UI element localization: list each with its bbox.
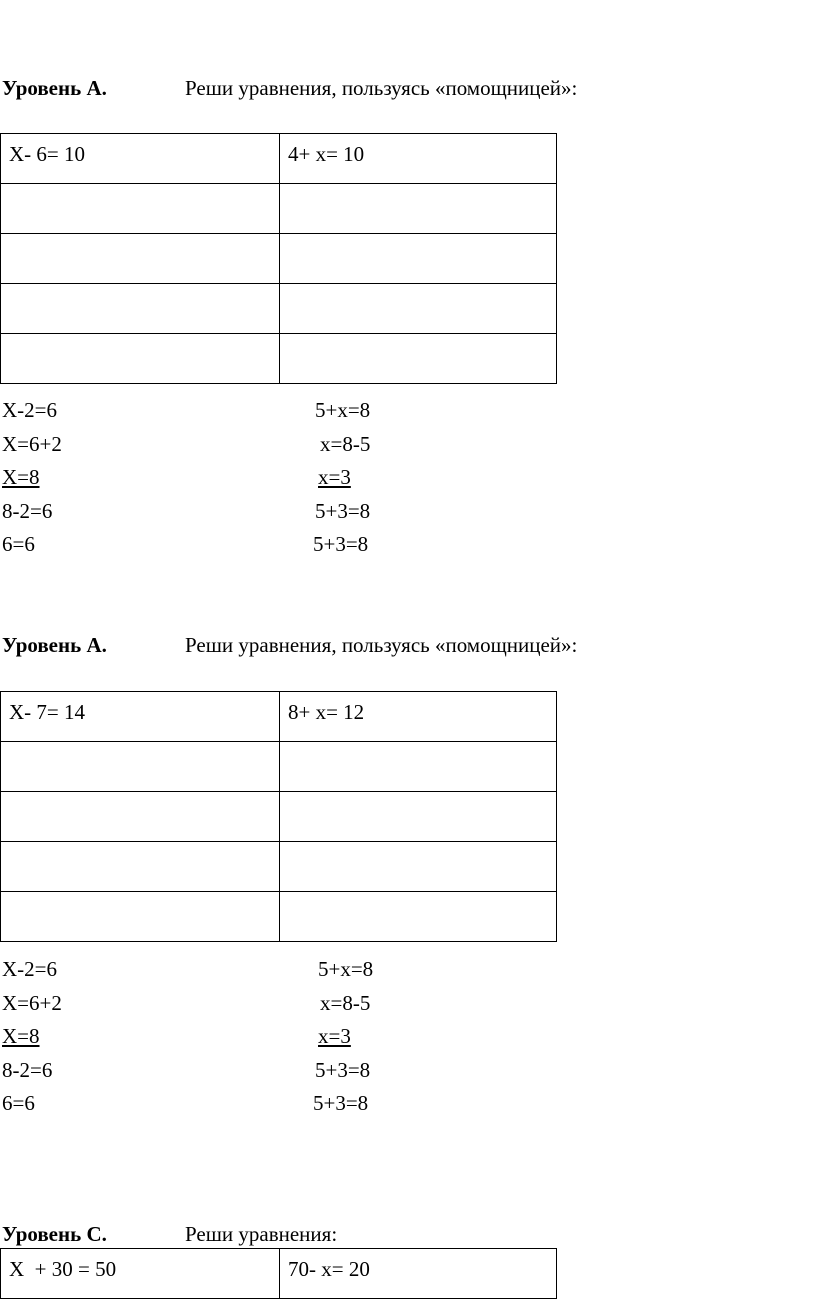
helper-right: 5+3=8 <box>315 498 371 523</box>
equation-left-cell <box>1 1249 280 1299</box>
helper-row <box>0 532 400 566</box>
helper-right-result: х=3 <box>318 1024 351 1048</box>
task-text: Реши уравнения, пользуясь «помощницей»: <box>185 633 578 657</box>
helper-row <box>0 1058 400 1092</box>
equation-right-cell <box>280 1249 557 1299</box>
helper-right-result: х=3 <box>318 465 351 489</box>
empty-cell[interactable] <box>1 234 280 284</box>
table-row <box>1 284 557 334</box>
helper-left: 6=6 <box>2 532 35 556</box>
helper-left: 6=6 <box>2 1091 35 1115</box>
equation-left: Х- 6= 10 <box>9 142 86 166</box>
helper-left-result: Х=8 <box>2 1024 40 1048</box>
level-label: Уровень С. <box>2 1222 107 1246</box>
helper-left: 8-2=6 <box>2 498 53 523</box>
level-label: Уровень А. <box>2 76 107 100</box>
table-row <box>1 792 557 842</box>
empty-cell[interactable] <box>280 334 557 384</box>
section-1-helper <box>0 398 400 566</box>
equation-left-cell <box>1 134 280 184</box>
empty-cell[interactable] <box>1 892 280 942</box>
empty-cell[interactable] <box>1 284 280 334</box>
helper-row <box>0 465 400 499</box>
helper-left-result: Х=8 <box>2 465 40 489</box>
table-row <box>1 134 557 184</box>
helper-row <box>0 398 400 432</box>
helper-row <box>0 1091 400 1125</box>
helper-left: Х=6+2 <box>2 990 62 1015</box>
helper-right: 5+3=8 <box>313 1091 369 1115</box>
helper-row <box>0 991 400 1025</box>
equation-left-cell <box>1 692 280 742</box>
task-text: Реши уравнения, пользуясь «помощницей»: <box>185 76 578 100</box>
helper-left: Х-2=6 <box>2 957 58 981</box>
equation-left: Х- 7= 14 <box>9 700 86 724</box>
table-row <box>1 1249 557 1299</box>
empty-cell[interactable] <box>1 184 280 234</box>
table-row <box>1 892 557 942</box>
helper-row <box>0 432 400 466</box>
table-row <box>1 334 557 384</box>
helper-left: Х-2=6 <box>2 398 58 422</box>
equation-right-cell <box>280 134 557 184</box>
equation-right: 4+ х= 10 <box>288 142 365 166</box>
equation-left: Х + 30 = 50 <box>9 1257 117 1281</box>
empty-cell[interactable] <box>280 234 557 284</box>
helper-right: 5+х=8 <box>315 398 371 422</box>
section-2-table <box>0 691 557 942</box>
table-row <box>1 184 557 234</box>
empty-cell[interactable] <box>280 792 557 842</box>
section-2-heading <box>2 633 577 658</box>
table-row <box>1 234 557 284</box>
empty-cell[interactable] <box>1 742 280 792</box>
helper-row <box>0 957 400 991</box>
empty-cell[interactable] <box>280 842 557 892</box>
empty-cell[interactable] <box>1 842 280 892</box>
helper-right: х=8-5 <box>320 990 371 1015</box>
helper-left: Х=6+2 <box>2 431 62 456</box>
helper-right: 5+х=8 <box>318 957 374 981</box>
task-text: Реши уравнения: <box>185 1222 338 1246</box>
empty-cell[interactable] <box>280 284 557 334</box>
equation-right: 8+ х= 12 <box>288 700 365 724</box>
section-3-table <box>0 1248 557 1299</box>
helper-right: 5+3=8 <box>313 532 369 556</box>
equation-right-cell <box>280 692 557 742</box>
section-3-heading <box>2 1222 337 1247</box>
helper-row <box>0 499 400 533</box>
table-row <box>1 742 557 792</box>
section-1-table <box>0 133 557 384</box>
section-1-heading <box>2 76 577 101</box>
helper-left: 8-2=6 <box>2 1057 53 1082</box>
empty-cell[interactable] <box>1 334 280 384</box>
empty-cell[interactable] <box>280 892 557 942</box>
level-label: Уровень А. <box>2 633 107 657</box>
helper-right: 5+3=8 <box>315 1057 371 1082</box>
helper-row <box>0 1024 400 1058</box>
table-row <box>1 692 557 742</box>
equation-right: 70- х= 20 <box>288 1257 370 1281</box>
empty-cell[interactable] <box>280 742 557 792</box>
empty-cell[interactable] <box>1 792 280 842</box>
helper-right: х=8-5 <box>320 431 371 456</box>
table-row <box>1 842 557 892</box>
empty-cell[interactable] <box>280 184 557 234</box>
section-2-helper <box>0 957 400 1125</box>
